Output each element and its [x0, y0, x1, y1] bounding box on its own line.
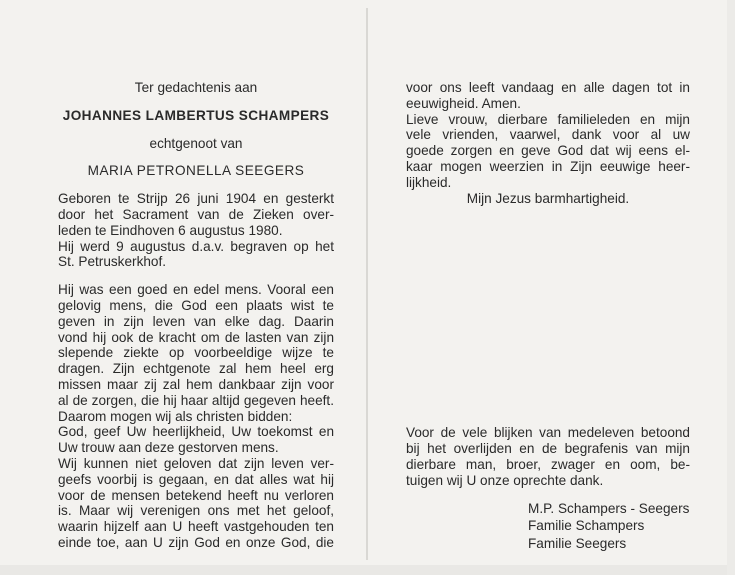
tribute-line: God, geef Uw heerlijkheid, Uw toekomst en	[58, 424, 334, 440]
tribute-line: waarin hijzelf aan U heeft vastgehouden ten	[58, 519, 334, 535]
thanks-line: Voor de vele blijken van medeleven betoond	[406, 425, 690, 441]
thanks-line: bij het overlijden en de begrafenis van mijn	[406, 441, 690, 457]
bio-paragraph	[58, 191, 334, 270]
tribute-line: gelovig mens, die God een plaats wist te	[58, 297, 334, 313]
card-right-edge	[727, 0, 735, 575]
tribute-line: Hij was een goed en edel mens. Vooral een	[58, 282, 334, 298]
continuation-paragraph	[406, 80, 690, 191]
signature-line: Familie Seegers	[528, 536, 627, 552]
bio-line: door het Sacrament van de Zieken over-	[58, 206, 334, 222]
left-page	[58, 80, 334, 551]
continuation-line: vele vrienden, vaarwel, dank voor al uw	[406, 127, 690, 143]
right-page	[406, 80, 690, 552]
continuation-line: voor ons leeft vandaag en alle dagen tot in	[406, 80, 690, 95]
signatures	[406, 501, 690, 552]
bio-line: St. Petruskerkhof.	[58, 254, 167, 270]
signature-line: M.P. Schampers - Seegers	[528, 500, 690, 516]
continuation-line: eeuwigheid. Amen.	[406, 95, 521, 111]
card-fold-line	[366, 8, 368, 560]
card-bottom-edge	[0, 565, 735, 575]
signature-line: Familie Schampers	[528, 518, 645, 534]
tribute-line: Wij kunnen niet geloven dat zijn leven ver-	[58, 455, 334, 471]
tribute-line: einde toe, aan U zijn God en onze God, die	[58, 534, 334, 550]
tribute-line: missen maar zij zal hem dankbaar zijn voor	[58, 376, 334, 392]
continuation-line: Lieve vrouw, dierbare familieleden en mijn	[406, 111, 690, 127]
memorial-header: Ter gedachtenis aan	[134, 80, 258, 95]
tribute-line: is. Maar wij verenigen ons met het geloof,	[58, 503, 334, 519]
tribute-line: dragen. Zijn echtgenote zal hem heel erg	[58, 361, 334, 377]
tribute-paragraph	[58, 282, 334, 551]
continuation-line: kaar mogen weerzien in Zijn eeuwige heer-	[406, 158, 690, 174]
spouse-name: MARIA PETRONELLA SEEGERS	[87, 163, 305, 179]
thanks-line: dierbare man, broer, zwager en oom, be-	[406, 456, 690, 472]
tribute-line: Uw trouw aan deze gestorven mens.	[58, 440, 279, 456]
bio-line: Hij werd 9 augustus d.a.v. begraven op het	[58, 238, 334, 254]
tribute-line: geven in zijn leven van elke dag. Daarin	[58, 313, 334, 329]
continuation-line: lijkheid.	[406, 174, 452, 190]
tribute-line: slepende ziekte op voorbeeldige wijze te	[58, 345, 334, 361]
thanks-paragraph	[406, 425, 690, 488]
thanks-line: tuigen wij U onze oprechte dank.	[406, 472, 604, 488]
prayer-line: Mijn Jezus barmhartigheid.	[466, 190, 630, 206]
continuation-line: goede zorgen en geve God dat wij eens el-	[406, 143, 690, 159]
bio-line: leden te Eindhoven 6 augustus 1980.	[58, 222, 283, 238]
tribute-line: al de zorgen, die hij haar altijd gegeven heeft.	[58, 392, 334, 408]
tribute-line: vond hij ook de kracht om de lasten van zijn	[58, 329, 334, 345]
tribute-line: voor de mensen betekend heeft nu verloren	[58, 487, 334, 503]
bio-line: Geboren te Strijp 26 juni 1904 en gesterkt	[58, 191, 334, 207]
tribute-line: Daarom mogen wij als christen bidden:	[58, 408, 293, 424]
tribute-line: geefs voorbij is gegaan, en dat alles wat hij	[58, 471, 334, 487]
relation-text: echtgenoot van	[149, 135, 243, 151]
deceased-name: JOHANNES LAMBERTUS SCHAMPERS	[62, 107, 330, 123]
